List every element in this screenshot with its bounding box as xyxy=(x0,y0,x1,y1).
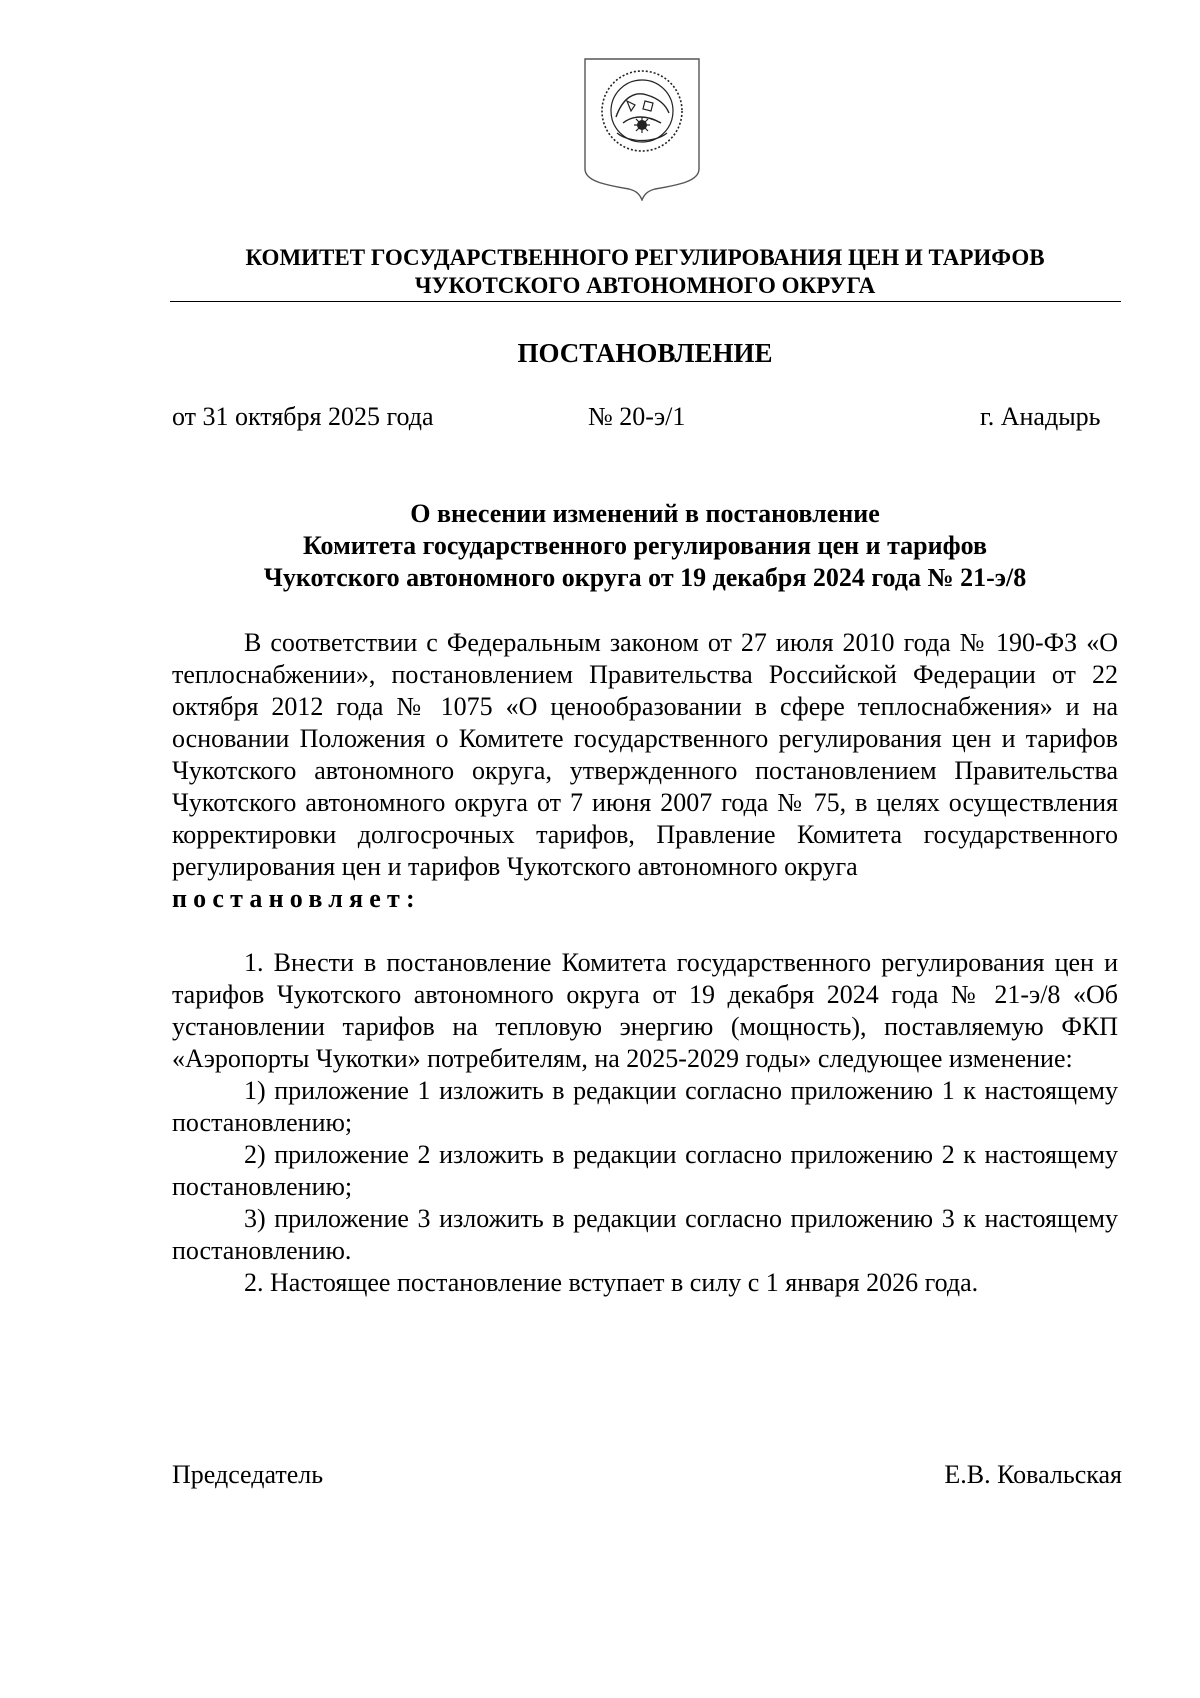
document-title xyxy=(170,498,1120,594)
document-body xyxy=(172,627,1118,1299)
document-city: г. Анадырь xyxy=(980,402,1101,431)
title-line-1: О внесении изменений в постановление xyxy=(410,499,880,528)
coat-of-arms-icon xyxy=(583,57,701,201)
title-line-3: Чукотского автономного округа от 19 декабря 2024 года № 21-э/8 xyxy=(263,563,1027,592)
item-2: 2. Настоящее постановление вступает в силу с 1 января 2026 года. xyxy=(244,1268,979,1297)
item-1-sub-1: 1) приложение 1 изложить в редакции согласно приложению 1 к настоящему постановлению; xyxy=(172,1076,1118,1137)
document-number: № 20-э/1 xyxy=(588,402,686,431)
document-date: от 31 октября 2025 года xyxy=(172,402,434,431)
organization-name xyxy=(170,244,1120,300)
title-line-2: Комитета государственного регулирования цен и тарифов xyxy=(303,531,987,560)
document-type: ПОСТАНОВЛЕНИЕ xyxy=(517,338,773,368)
item-1-sub-3: 3) приложение 3 изложить в редакции согласно приложению 3 к настоящему постановлению. xyxy=(172,1204,1118,1265)
organization-line-1: КОМИТЕТ ГОСУДАРСТВЕННОГО РЕГУЛИРОВАНИЯ ЦЕН И ТАРИФОВ xyxy=(245,245,1045,270)
organization-line-2: ЧУКОТСКОГО АВТОНОМНОГО ОКРУГА xyxy=(414,273,876,298)
resolves-keyword: постановляет: xyxy=(172,884,421,913)
item-1-sub-2: 2) приложение 2 изложить в редакции согласно приложению 2 к настоящему постановлению; xyxy=(172,1140,1118,1201)
item-1: 1. Внести в постановление Комитета государственного регулирования цен и тарифов Чукотского автономного округа от 19 декабря 2024 года № 21-э/8 «Об установлении тарифов на тепловую энергию (мощность), поставляемую ФКП «Аэропорты Чукотки» потребителям, на 2025-2029 годы» следующее изменение: xyxy=(172,948,1118,1073)
signature-name: Е.В. Ковальская xyxy=(944,1460,1122,1489)
signature-role: Председатель xyxy=(172,1460,324,1489)
header-divider xyxy=(170,301,1121,302)
preamble-paragraph: В соответствии с Федеральным законом от 27 июля 2010 года № 190-ФЗ «О теплоснабжении», постановлением Правительства Российской Федерации от 22 октября 2012 года № 1075 «О ценообразовании в сфере теплоснабжения» и на основании Положения о Комитете государственного регулирования цен и тарифов Чукотского автономного округа, утвержденного постановлением Правительства Чукотского автономного округа от 7 июня 2007 года № 75, в целях осуществления корректировки долгосрочных тарифов, Правление Комитета государственного регулирования цен и тарифов Чукотского автономного округа xyxy=(172,628,1118,881)
